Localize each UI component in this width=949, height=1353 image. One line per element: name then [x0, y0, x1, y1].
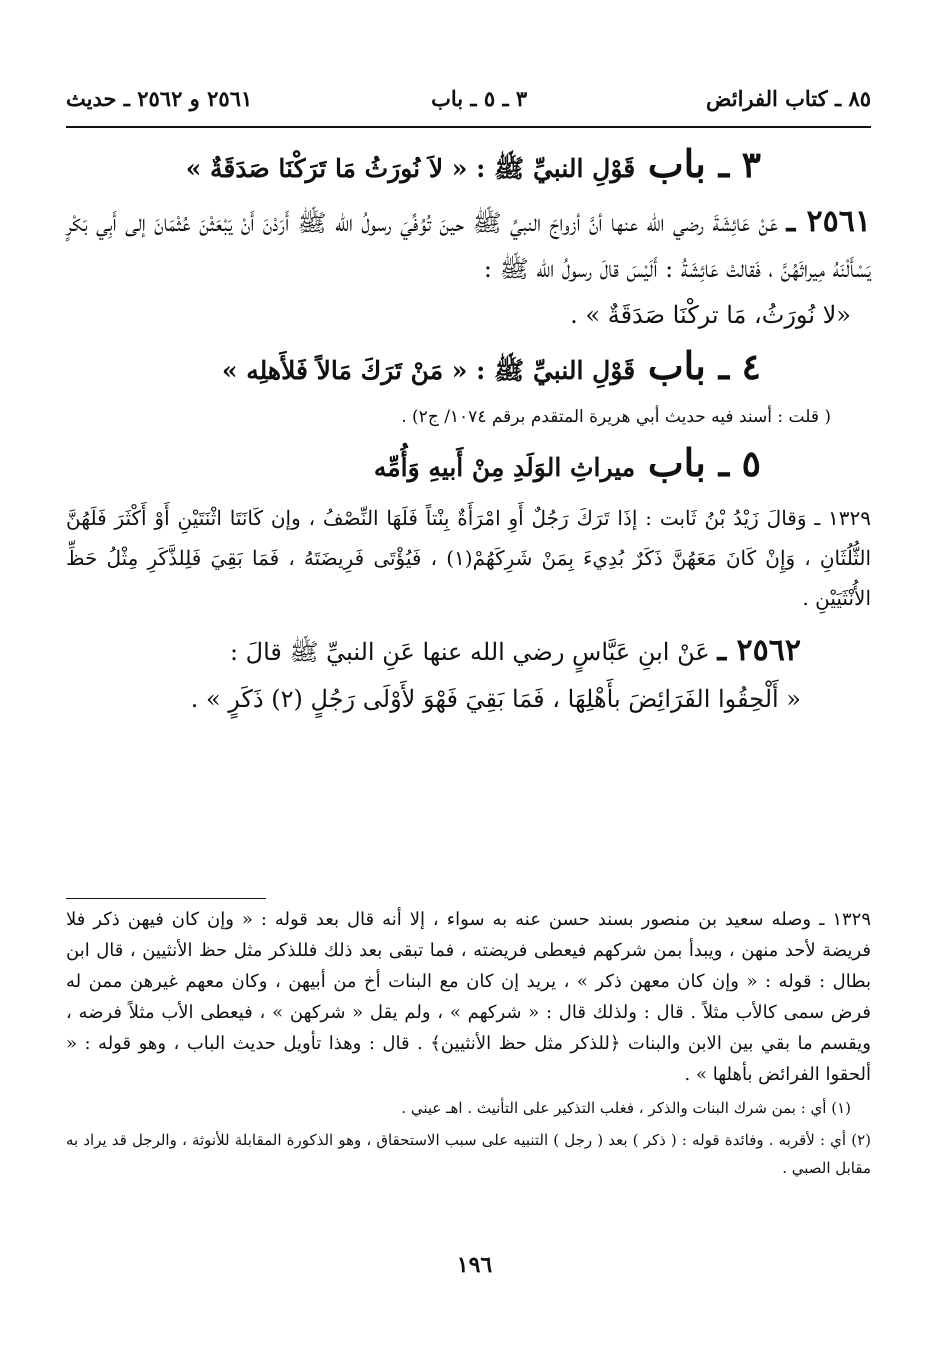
- chapter-number: ٣ ـ: [718, 144, 761, 186]
- chapter-word: باب: [647, 440, 706, 485]
- header-divider: [66, 126, 871, 128]
- chapter-word: باب: [647, 141, 706, 186]
- footnote-divider: [66, 898, 266, 899]
- hadith-2562: [66, 628, 871, 675]
- hadith-number: ٢٥٦٢ ـ: [717, 633, 801, 668]
- header-book-title: ٨٥ ـ كتاب الفرائض: [706, 85, 871, 111]
- hadith-text: عَنْ ابنِ عَبَّاسٍ رضي الله عنها عَنِ النبيِّ ﷺ قالَ :: [229, 638, 710, 666]
- chapter-number: ٥ ـ: [718, 443, 761, 485]
- hadith-2561: [66, 199, 871, 292]
- header-chapter: ٣ ـ ٥ ـ باب: [431, 85, 528, 111]
- chapter-4-note: ( قلت : أسند فيه حديث أبي هريرة المتقدم برقم ١٠٧٤/ ج٢) .: [401, 407, 831, 427]
- hadith-2561-quote: «لا نُورَثُ، مَا تركْنَا صَدَقَةٌ » .: [570, 301, 851, 329]
- chapter-5-title: [66, 439, 871, 492]
- header-hadith-range: ٢٥٦١ و ٢٥٦٢ ـ حديث: [66, 85, 253, 111]
- chapter-heading-text: ميراثِ الوَلَدِ مِنْ أَبيهِ وَأُمِّه: [373, 453, 636, 482]
- footnote-2: (٢) أي : لأقربه . وفائدة قوله : ( ذكر ) بعد ( رجل ) التنبيه على سبب الاستحقاق ، وهو الذكورة المقابلة للأنوثة ، والرجل قد يراد به مقابل الصبي .: [66, 1131, 871, 1177]
- hadith-number: ٢٥٦١ ـ: [786, 204, 871, 239]
- chapter-3-title: [66, 140, 871, 193]
- chapter-4-title: [66, 342, 871, 395]
- hadith-text: عَنْ عَائِشَةَ رضي الله عنها أنَّ أزواجَ النبيِّ ﷺ حينَ تُوُفِّيَ رسولُ الله ﷺ أَرَدْنَ أَنْ يَبْعَثْنَ عُثْمَانَ إلى أَبِي بَكْرٍ يَسْأَلْنَهُ مِيراثَهُنَّ ، فَقالتْ عَائِشَةُ : أَلَيْسَ قالَ رسولُ الله ﷺ :: [66, 209, 871, 283]
- footnote-1: (١) أي : بمن شرك البنات والذكر ، فغلب التذكير على التأنيث . اهـ عيني .: [401, 1099, 851, 1117]
- hadith-2562-quote: « أَلْحِقُوا الفَرَائِضَ بأَهْلِهَا ، فَمَا بَقِيَ فَهْوَ لأَوْلَى رَجُلٍ (٢) ذَكَرٍ » .: [190, 685, 801, 713]
- chapter-heading-text: قَوْلِ النبيِّ ﷺ : « لاَ نُورَثُ مَا تَرَكْنَا صَدَقَةٌ »: [185, 154, 636, 183]
- main-text: [66, 140, 871, 721]
- chapter-word: باب: [647, 343, 706, 388]
- page-number: ١٩٦: [456, 1252, 493, 1278]
- chapter-heading-text: قَوْلِ النبيِّ ﷺ : « مَنْ تَرَكَ مَالاً فَلأَهلِه »: [221, 356, 636, 385]
- commentary-section: [66, 904, 871, 1182]
- athar-1329: ١٣٢٩ ـ وَقالَ زَيْدُ بْنُ ثَابت : إذَا تَرَكَ رَجُلٌ أَوِ امْرَأَةٌ بِنْتاً فَلَهَا النِّصْفُ ، وإن كَانَتَا اثْنَتَيْنِ أَوْ أَكْثَرَ فَلَهُنَّ الثُّلُثَانِ ، وَإِنْ كَانَ مَعَهُنَّ ذَكَرٌ بُدِيءَ بِمَنْ شَرِكَهُمْ(١) ، فَيُؤْتَى فَرِيضَتَهُ ، فَمَا بَقِيَ فَلِلذَّكَرِ مِثْلُ حَظِّ الأُنْثَيَيْنِ .: [66, 506, 871, 610]
- commentary-1329: ١٣٢٩ ـ وصله سعيد بن منصور بسند حسن عنه به سواء ، إلا أنه قال بعد قوله : « وإن كان فيهن ذكر فلا فريضة لأحد منهن ، ويبدأ بمن شركهم فيعطى فريضته ، فما تبقى بعد ذلك فللذكر مثل حظ الأنثيين ، قال ابن بطال : قوله : « وإن كان معهن ذكر » ، يريد إن كان مع البنات أخ من أبيهن ، وكان معهم غيرهن ممن له فرض سمى كالأب مثلاً . قال : ولذلك قال : « شركهم » ، ولم يقل « شركهن » ، فيعطى الأب مثلاً فرضه ، ويقسم ما بقي بين الابن والبنات ﴿للذكر مثل حظ الأنثيين﴾ . قال : وهذا تأويل حديث الباب ، وهو قوله : « ألحقوا الفرائض بأهلها » .: [66, 909, 871, 1085]
- running-header: [66, 80, 871, 116]
- chapter-number: ٤ ـ: [718, 346, 761, 388]
